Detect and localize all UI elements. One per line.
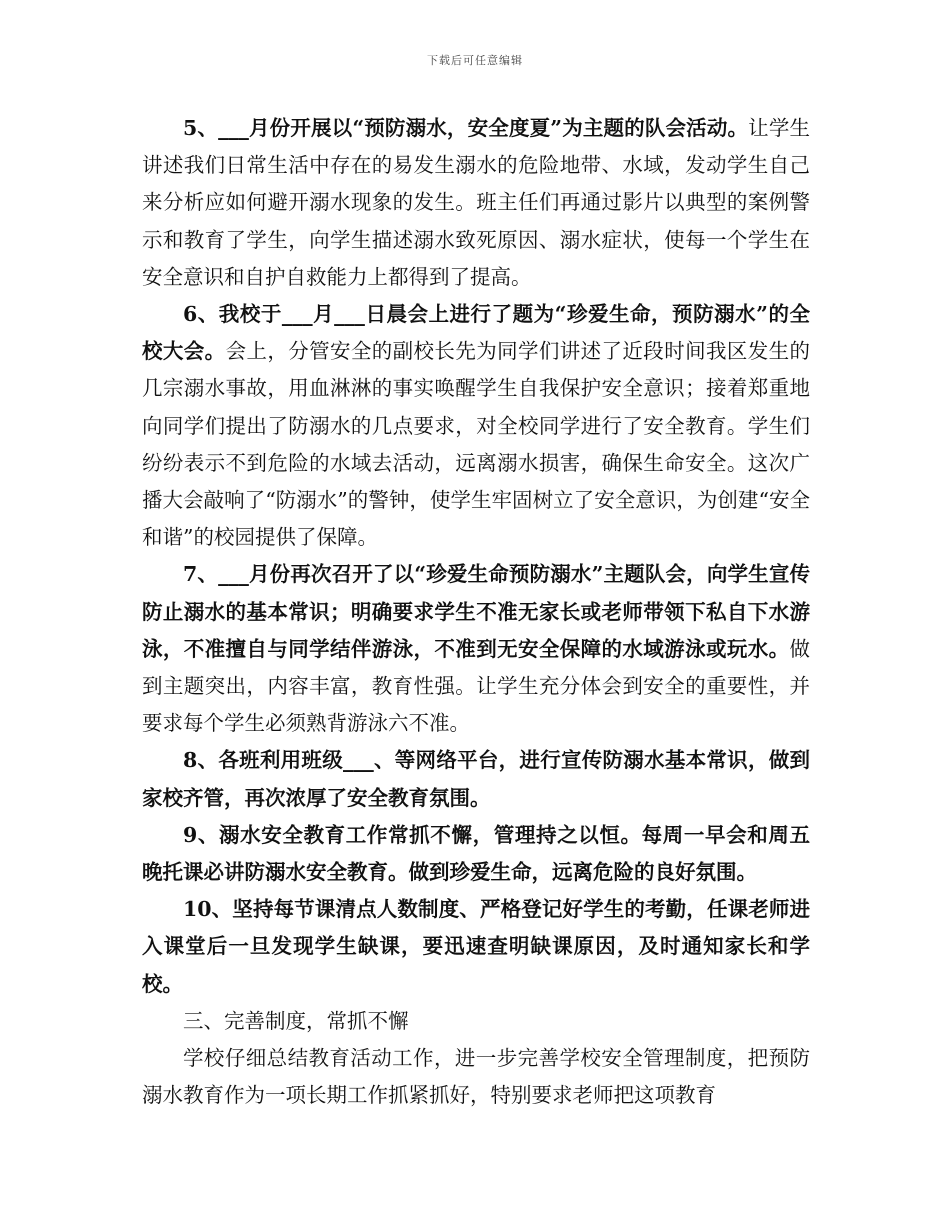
paragraph-body: 会上，分管安全的副校长先为同学们讲述了近段时间我区发生的几宗溺水事故，用血淋淋的事实唤醒学生自我保护安全意识；接着郑重地向同学们提出了防溺水的几点要求，对全校同学进行了安全教育。学生们纷纷表示不到危险的水域去活动，远离溺水损害，确保生命安全。这次广播大会敲响了“防溺水”的警钟，使学生牢固树立了安全意识，为创建“安全和谐”的校园提供了保障。 [142, 339, 811, 550]
paragraph-body: 让学生讲述我们日常生活中存在的易发生溺水的危险地带、水域，发动学生自己来分析应如何避开溺水现象的发生。班主任们再通过影片以典型的案例警示和教育了学生，向学生描述溺水致死原因、溺水症状，使每一个学生在安全意识和自护自救能力上都得到了提高。 [142, 116, 810, 289]
paragraph-item-6 [142, 296, 810, 556]
section-paragraph: 学校仔细总结教育活动工作，进一步完善学校安全管理制度，把预防溺水教育作为一项长期工作抓紧抓好，特别要求老师把这项教育 [142, 1046, 810, 1108]
paragraph-lead: 10、坚持每节课清点人数制度、严格登记好学生的考勤，任课老师进入课堂后一旦发现学生缺课，要迅速查明缺课原因，及时通知家长和学校。 [142, 897, 810, 996]
paragraph-item-8 [142, 742, 810, 816]
paragraph-item-7 [142, 556, 810, 742]
paragraph-lead: 6、我校于___月___日晨会上进行了题为“珍爱生命，预防溺水”的全校大会。 [142, 302, 810, 364]
section-heading: 三、完善制度，常抓不懈 [183, 1008, 409, 1033]
paragraph-lead: 5、___月份开展以“预防溺水，安全度夏”为主题的队会活动。 [183, 116, 749, 140]
paragraph-item-9 [142, 817, 810, 891]
document-body [142, 110, 810, 1114]
paragraph-item-5 [142, 110, 810, 296]
paragraph-lead: 9、溺水安全教育工作常抓不懈，管理持之以恒。每周一早会和周五晚托课必讲防溺水安全教育。做到珍爱生命，远离危险的良好氛围。 [142, 822, 810, 885]
page-header: 下载后可任意编辑 [427, 54, 523, 67]
paragraph-lead: 8、各班利用班级___、等网络平台，进行宣传防溺水基本常识，做到家校齐管，再次浓厚了安全教育氛围。 [142, 748, 810, 810]
paragraph-item-10 [142, 891, 810, 1003]
paragraph-lead: 7、___月份再次召开了以“珍爱生命预防溺水”主题队会，向学生宣传防止溺水的基本常识；明确要求学生不准无家长或老师带领下私自下水游泳，不准擅自与同学结伴游泳，不准到无安全保障的水域游泳或玩水。 [142, 562, 810, 661]
paragraph-body: 做到主题突出，内容丰富，教育性强。让学生充分体会到安全的重要性，并要求每个学生必须熟背游泳六不准。 [142, 636, 810, 736]
